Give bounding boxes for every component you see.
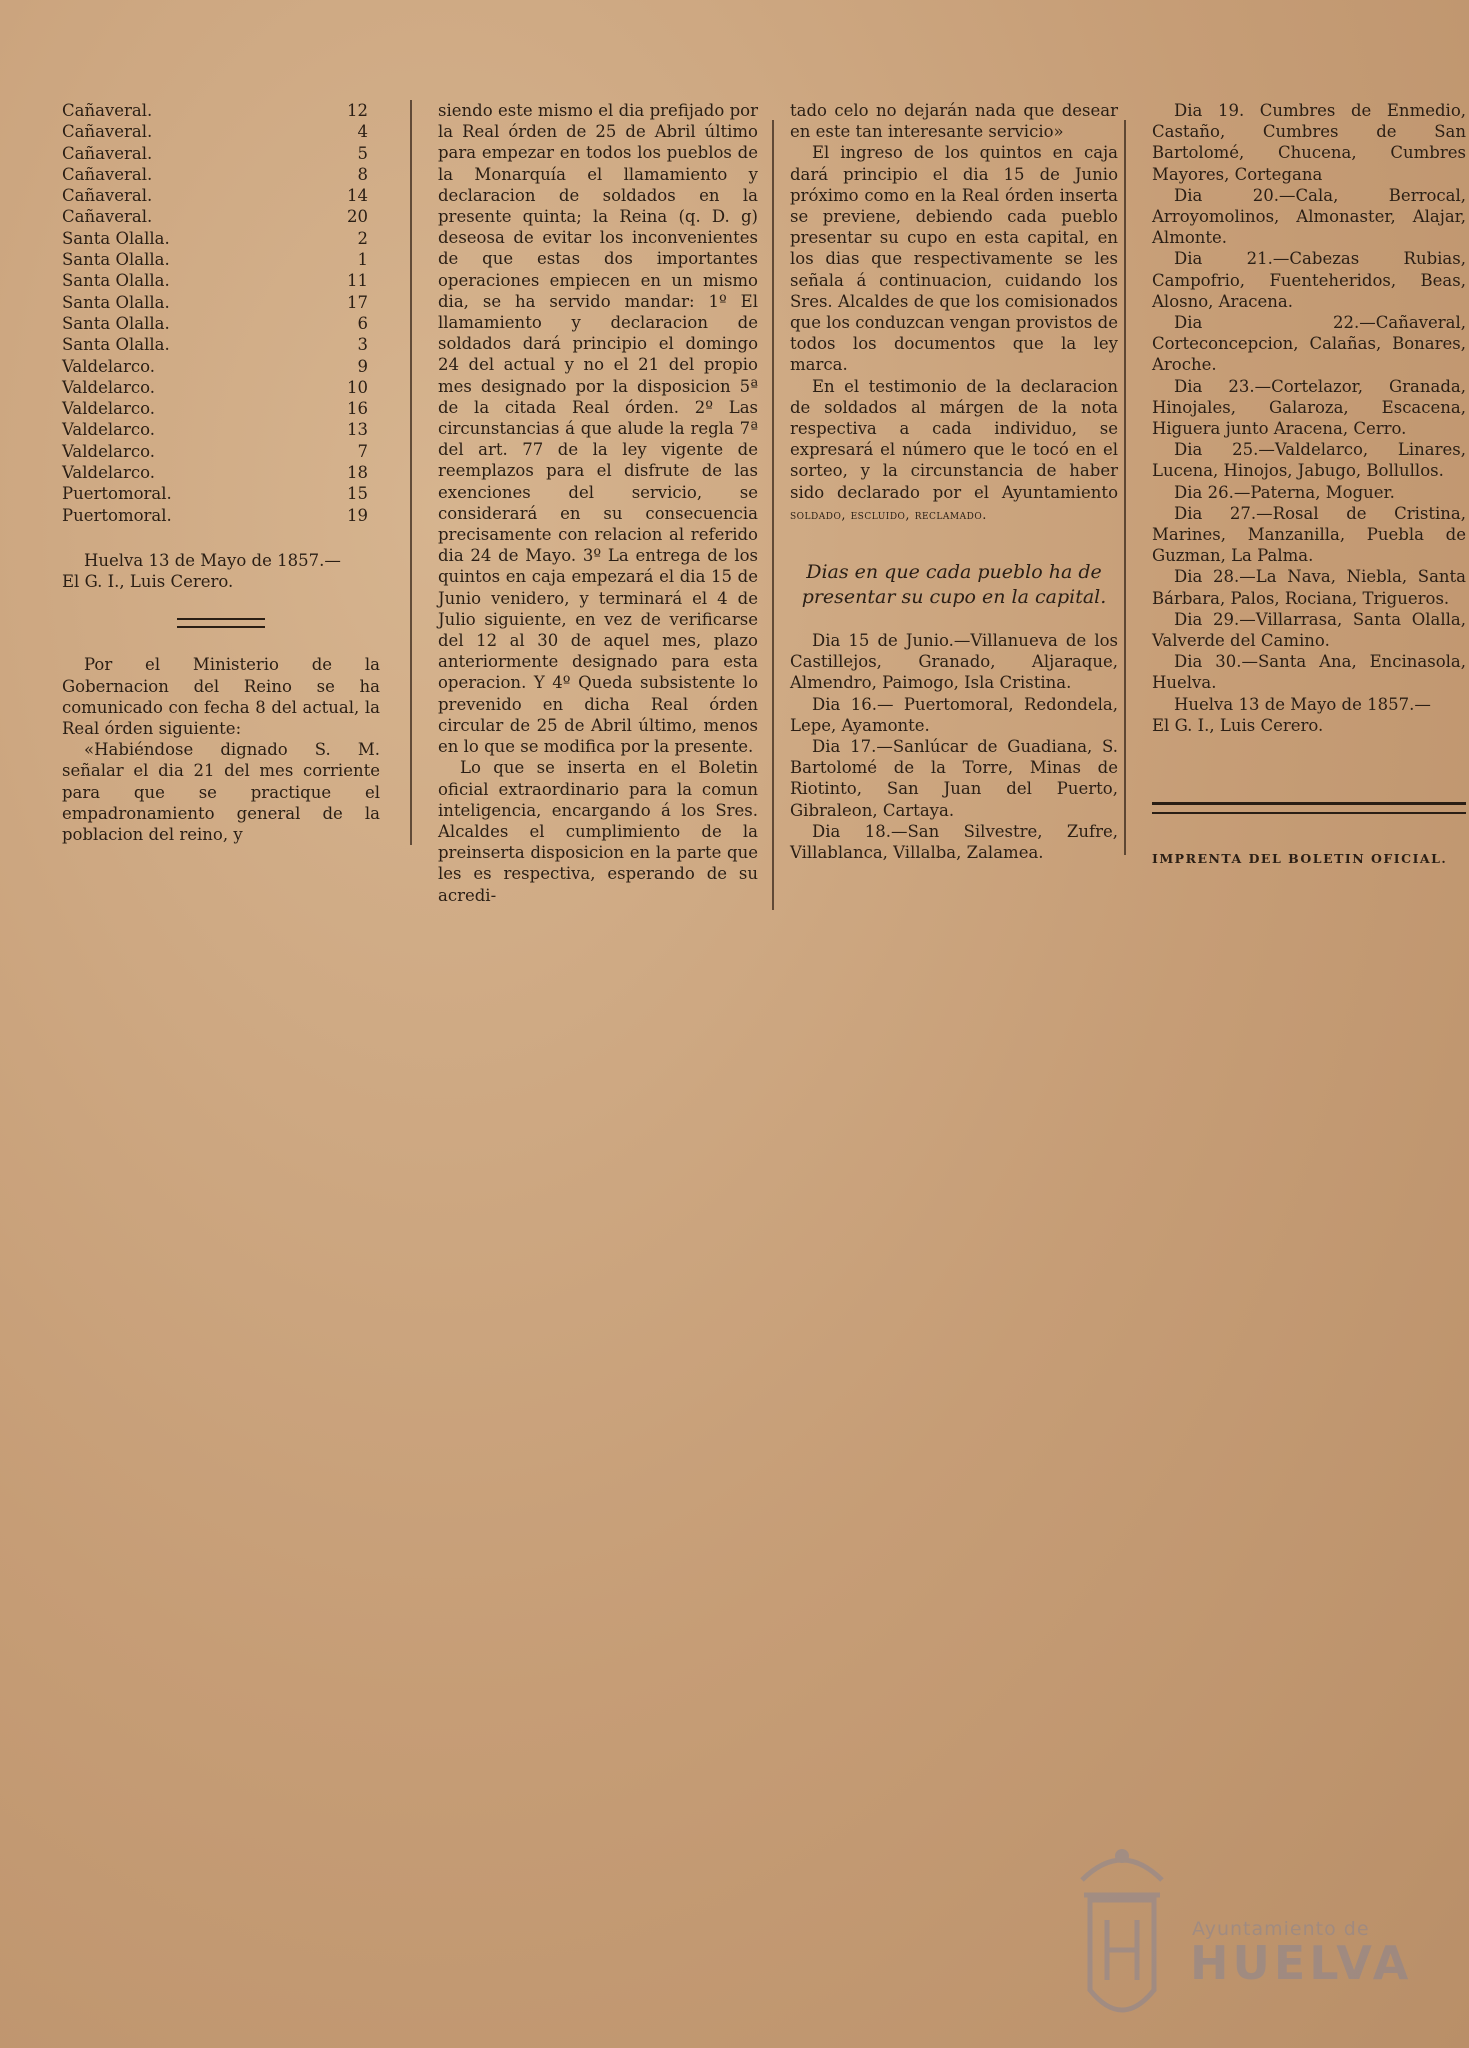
crest-icon: [1062, 1840, 1182, 2030]
quota-number: 9: [357, 356, 368, 376]
watermark-line1: Ayuntamiento de: [1192, 1918, 1370, 1940]
paragraph: «Habiéndose dignado S. M. señalar el dia 21 del mes corriente para que se practique el empadronamiento general de la poblacion del reino, y: [62, 740, 380, 844]
separator: [1152, 802, 1466, 814]
quota-number: 11: [347, 271, 368, 291]
paragraph-text: En el testimonio de la declaracion de soldados al márgen de la nota respectiva a cada individuo, se expresará el número que le tocó en el sorteo, y la circunstancia de haber sido declarado por el Ayuntamiento: [790, 376, 1118, 502]
quota-number: 12: [347, 101, 368, 120]
town-name: Santa Olalla.: [62, 335, 170, 355]
quota-row: [62, 505, 380, 526]
watermark-line2: HUELVA: [1190, 1936, 1413, 1990]
schedule-entry: Dia 26.—Paterna, Moguer.: [1174, 482, 1395, 502]
schedule-entry: Dia 20.—Cala, Berrocal, Arroyomolinos, Almonaster, Alajar, Almonte.: [1152, 185, 1466, 248]
schedule-entry: Dia 15 de Junio.—Villanueva de los Castillejos, Granado, Aljaraque, Almendro, Paimogo, Isla Cristina.: [790, 631, 1118, 693]
quota-row: [62, 270, 380, 291]
town-name: Santa Olalla.: [62, 292, 170, 312]
paragraph: El ingreso de los quintos en caja dará principio el dia 15 de Junio próximo como en la Real órden inserta se previene, debiendo cada pueblo presentar su cupo en esta capital, en los dias que respectivamente se les señala á continuacion, cuidando los Sres. Alcaldes de que los comisionados que los conduzcan vengan provistos de todos los documentos que la ley marca.: [790, 143, 1118, 375]
quota-number: 8: [357, 164, 368, 184]
town-name: Valdelarco.: [62, 356, 155, 376]
schedule-heading: Dias en que cada pueblo ha de presentar su cupo en la capital.: [801, 561, 1107, 609]
quota-number: 1: [357, 250, 368, 270]
town-name: Valdelarco.: [62, 399, 155, 419]
quota-row: [62, 313, 380, 334]
quota-number: 14: [347, 186, 368, 206]
town-name: Santa Olalla.: [62, 313, 170, 333]
quota-number: 18: [347, 463, 368, 483]
quota-number: 5: [357, 143, 368, 163]
quota-row: [62, 100, 380, 121]
signature-date: Huelva 13 de Mayo de 1857.—: [84, 550, 341, 570]
quota-number: 6: [357, 313, 368, 333]
quota-list: [62, 100, 380, 526]
town-name: Santa Olalla.: [62, 250, 170, 270]
quota-number: 7: [357, 441, 368, 461]
quota-row: [62, 121, 380, 142]
town-name: Cañaveral.: [62, 101, 153, 120]
schedule-entry: Dia 29.—Villarrasa, Santa Olalla, Valverde del Camino.: [1152, 609, 1466, 651]
town-name: Puertomoral.: [62, 505, 172, 525]
town-name: Santa Olalla.: [62, 228, 170, 248]
town-name: Valdelarco.: [62, 377, 155, 397]
quota-row: [62, 356, 380, 377]
column-3: [790, 100, 1118, 863]
town-name: Cañaveral.: [62, 122, 153, 142]
quota-row: [62, 334, 380, 355]
quota-row: [62, 143, 380, 164]
quota-row: [62, 164, 380, 185]
quota-row: [62, 483, 380, 504]
smallcaps-terms: soldado, escluido, reclamado.: [790, 507, 987, 523]
schedule-entry: Dia 18.—San Silvestre, Zufre, Villablanca, Villalba, Zalamea.: [790, 821, 1118, 863]
town-name: Cañaveral.: [62, 164, 153, 184]
column-2: [438, 100, 758, 906]
town-name: Puertomoral.: [62, 484, 172, 504]
schedule-entry: Dia 28.—La Nava, Niebla, Santa Bárbara, Palos, Rociana, Trigueros.: [1152, 567, 1466, 608]
schedule-entry: Dia 16.— Puertomoral, Redondela, Lepe, Ayamonte.: [790, 694, 1118, 735]
town-name: Valdelarco.: [62, 420, 155, 440]
signature-block-1: [62, 550, 380, 592]
separator: [177, 618, 265, 628]
town-name: Cañaveral.: [62, 207, 153, 227]
column-4: [1152, 100, 1466, 869]
quota-number: 10: [347, 377, 368, 397]
signature-name: El G. I., Luis Cerero.: [62, 572, 234, 592]
schedule-entry: Dia 23.—Cortelazor, Granada, Hinojales, Galaroza, Escacena, Higuera junto Aracena, Cerro.: [1152, 376, 1466, 439]
schedule-entry: Dia 30.—Santa Ana, Encinasola, Huelva.: [1152, 652, 1466, 693]
quota-row: [62, 441, 380, 462]
schedule-entry: Dia 17.—Sanlúcar de Guadiana, S. Bartolomé de la Torre, Minas de Riotinto, San Juan del Puerto, Gibraleon, Cartaya.: [790, 737, 1118, 820]
paragraph: [790, 376, 1118, 526]
quota-row: [62, 419, 380, 440]
town-name: Valdelarco.: [62, 463, 155, 483]
ayuntamiento-logo: [1062, 1840, 1413, 2040]
quota-number: 3: [357, 335, 368, 355]
column-1: [62, 100, 380, 845]
imprint: IMPRENTA DEL BOLETIN OFICIAL.: [1152, 851, 1448, 867]
paragraph: tado celo no dejarán nada que desear en este tan interesante servicio»: [790, 101, 1118, 142]
quota-number: 2: [357, 228, 368, 248]
schedule-entry: Dia 21.—Cabezas Rubias, Campofrio, Fuenteheridos, Beas, Alosno, Aracena.: [1152, 249, 1466, 311]
quota-number: 16: [347, 399, 368, 419]
quota-number: 4: [357, 122, 368, 142]
signature-name: El G. I., Luis Cerero.: [1152, 715, 1324, 735]
quota-row: [62, 228, 380, 249]
paragraph: Por el Ministerio de la Gobernacion del Reino se ha comunicado con fecha 8 del actual, la Real órden siguiente:: [62, 655, 380, 738]
quota-row: [62, 206, 380, 227]
quota-number: 15: [347, 484, 368, 504]
column-rule-2: [772, 120, 774, 910]
quota-number: 19: [347, 505, 368, 525]
quota-number: 13: [347, 420, 368, 440]
town-name: Valdelarco.: [62, 441, 155, 461]
quota-row: [62, 462, 380, 483]
quota-number: 17: [347, 292, 368, 312]
schedule-entry: Dia 19. Cumbres de Enmedio, Castaño, Cumbres de San Bartolomé, Chucena, Cumbres Mayores, Cortegana: [1152, 101, 1466, 184]
paragraph: siendo este mismo el dia prefijado por la Real órden de 25 de Abril último para empezar en todos los pueblos de la Monarquía el llamamiento y declaracion de soldados en la presente quinta; la Reina (q. D. g) deseosa de evitar los inconvenientes de que estas dos importantes operaciones empiecen en un mismo dia, se ha servido mandar: 1º El llamamiento y declaracion de soldados dará principio el domingo 24 del actual y no el 21 del propio mes designado por la disposicion 5ª de la citada Real órden. 2º Las circunstancias á que alude la regla 7ª del art. 77 de la ley vigente de reemplazos para el disfrute de las exenciones del servicio, se considerará en su consecuencia precisamente con relacion al referido dia 24 de Mayo. 3º La entrega de los quintos en caja empezará el dia 15 de Junio venidero, y terminará el 4 de Julio siguiente, en vez de verificarse del 12 al 30 de aquel mes, plazo anteriormente designado para esta operacion. Y 4º Queda subsistente lo prevenido en dicha Real órden circular de 25 de Abril último, menos en lo que se modifica por la presente.: [438, 101, 758, 757]
schedule-entry: Dia 22.—Cañaveral, Corteconcepcion, Calañas, Bonares, Aroche.: [1152, 313, 1466, 375]
column-rule-1: [410, 100, 412, 845]
quota-number: 20: [347, 207, 368, 227]
town-name: Santa Olalla.: [62, 271, 170, 291]
quota-row: [62, 377, 380, 398]
quota-row: [62, 398, 380, 419]
column-rule-3: [1124, 120, 1126, 855]
town-name: Cañaveral.: [62, 186, 153, 206]
paragraph: Lo que se inserta en el Boletin oficial extraordinario para la comun inteligencia, encargando á los Sres. Alcaldes el cumplimiento de la preinserta disposicion en la parte que les es respectiva, esperando de su acredi-: [438, 758, 758, 905]
schedule-entry: Dia 25.—Valdelarco, Linares, Lucena, Hinojos, Jabugo, Bollullos.: [1152, 440, 1466, 481]
quota-row: [62, 185, 380, 206]
quota-row: [62, 249, 380, 270]
signature-date: Huelva 13 de Mayo de 1857.—: [1174, 694, 1431, 714]
schedule-entry: Dia 27.—Rosal de Cristina, Marines, Manzanilla, Puebla de Guzman, La Palma.: [1152, 503, 1466, 566]
town-name: Cañaveral.: [62, 143, 153, 163]
quota-row: [62, 292, 380, 313]
